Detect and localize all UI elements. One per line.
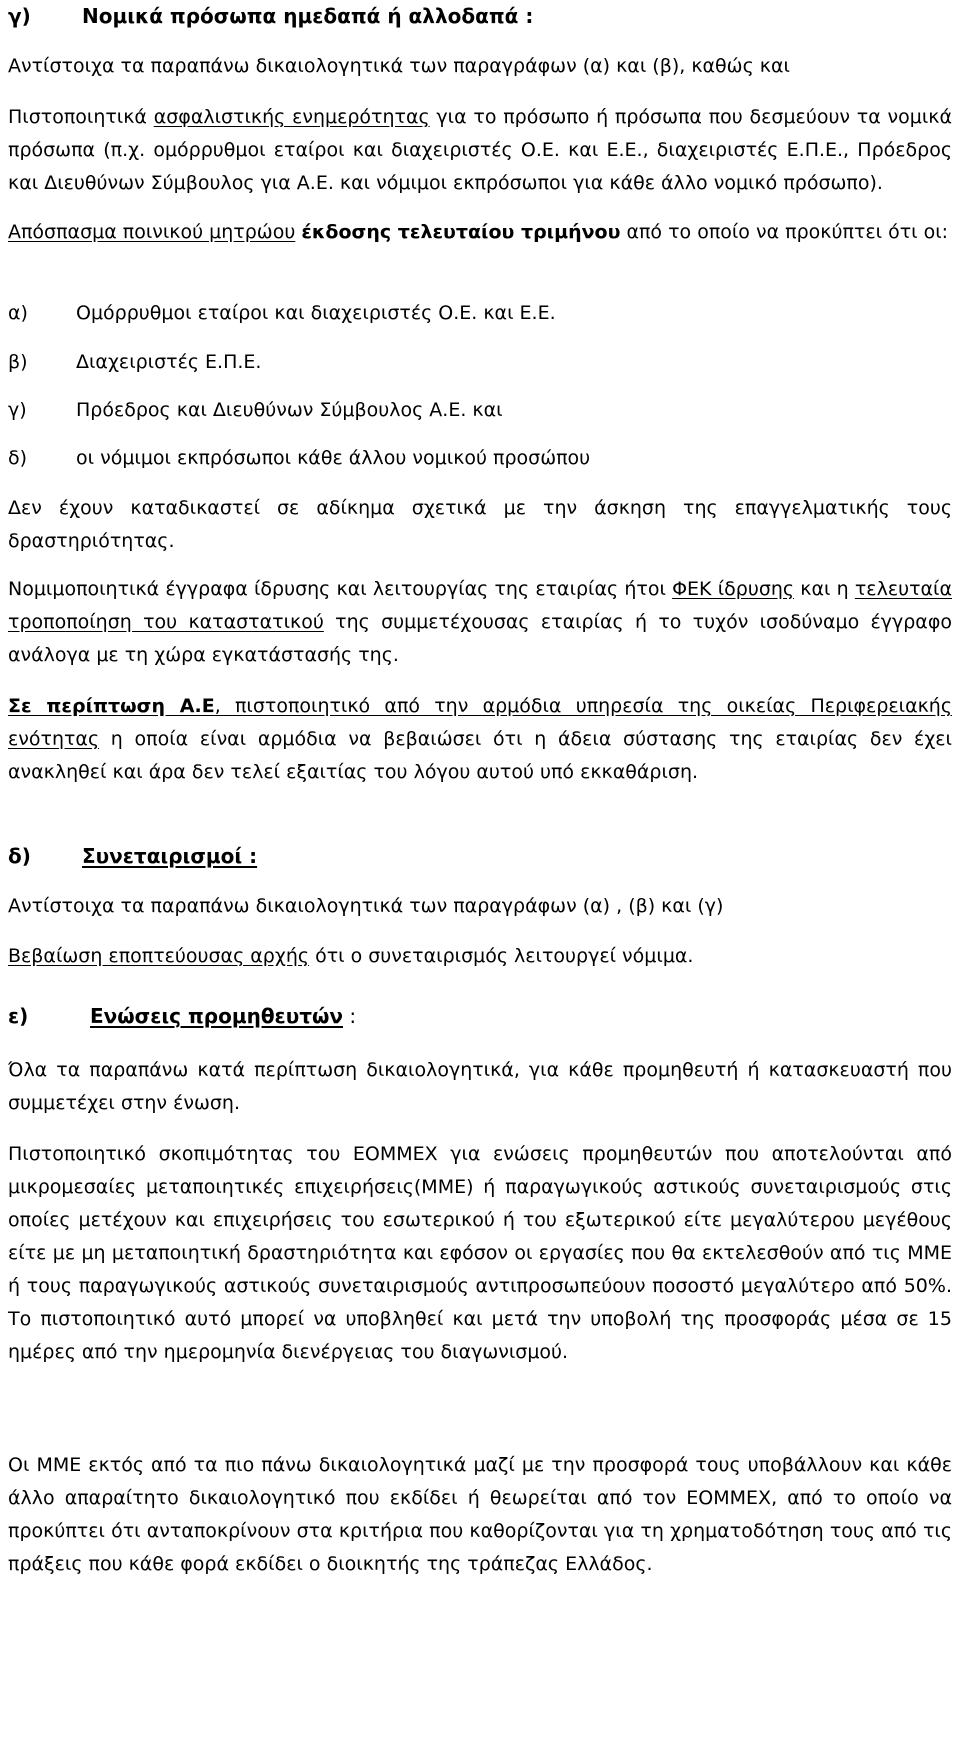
section-e-title: Ενώσεις προμηθευτών — [90, 1004, 343, 1028]
list-item-label: α) — [8, 302, 28, 324]
legal-documents-paragraph — [8, 573, 952, 672]
list-item-text: Ομόρρυθμοι εταίροι και διαχειριστές Ο.Ε. και Ε.Ε. — [76, 302, 556, 324]
supervisory-paragraph — [8, 940, 952, 973]
supervisory-term: Βεβαίωση εποπτεύουσας αρχής — [8, 945, 310, 967]
list-item-label: β) — [8, 351, 28, 373]
legal-documents-lead: Νομιμοποιητικά έγγραφα ίδρυσης και λειτουργίας της εταιρίας ήτοι — [8, 578, 673, 600]
list-item-label: δ) — [8, 447, 28, 469]
section-e-heading — [8, 1000, 952, 1033]
section-e-label: ε) — [8, 1004, 29, 1028]
section-g-insurance-paragraph — [8, 101, 952, 200]
section-g-heading — [8, 0, 952, 33]
criminal-record-rest: από το οποίο να προκύπτει ότι οι: — [620, 221, 949, 243]
eommex-certificate-paragraph: Πιστοποιητικό σκοπιμότητας του ΕΟΜΜΕΧ για ενώσεις προμηθευτών που αποτελούνται από μικρομεσαίες μεταποιητικές επιχειρήσεις(ΜΜΕ) ή παραγωγικούς αστικούς συνεταιρισμούς στις οποίες μετέχουν και επιχειρήσεις του εσωτερικού ή του εξωτερικού είτε μεγαλύτερου μεγέθους είτε με μη μεταποιητική δραστηριότητα και εφόσον οι εργασίες που θα εκτελεσθούν από τις ΜΜΕ ή τους παραγωγικούς αστικούς συνεταιρισμούς αντιπροσωπεύουν ποσοστό μεγαλύτερο από 50%. Το πιστοποιητικό αυτό μπορεί να υποβληθεί και μετά την υποβολή της προσφοράς μέσα σε 15 ημέρες από την ημερομηνία διενέργειας του διαγωνισμού. — [8, 1143, 952, 1363]
sa-case-underlined: , πιστοποιητικό από την αρμόδια υπηρεσία της οικείας Περιφερειακής ενότητας — [8, 695, 953, 750]
sa-case-rest: η οποία είναι αρμόδια να βεβαιώσει ότι η άδεια σύστασης της εταιρίας δεν έχει ανακληθεί και άρα δεν τελεί εξαιτίας του λόγου αυτού υπό εκκαθάριση. — [8, 728, 952, 783]
insurance-term: ασφαλιστικής ενημερότητας — [153, 106, 430, 128]
list-item — [8, 297, 952, 330]
sa-case-paragraph — [8, 690, 952, 789]
legal-documents-mid: και η — [794, 578, 855, 600]
list-item-label: γ) — [8, 399, 27, 421]
section-e-title-suffix: : — [342, 1004, 357, 1028]
supervisory-rest: ότι ο συνεταιρισμός λειτουργεί νόμιμα. — [309, 945, 694, 967]
list-item — [8, 346, 952, 379]
insurance-rest: για το πρόσωπο ή πρόσωπα που δεσμεύουν τα νομικά πρόσωπα (π.χ. ομόρρυθμοι εταίροι και διαχειριστές Ο.Ε. και Ε.Ε., διαχειριστές Ε.Π.Ε., Πρόεδρος και Διευθύνων Σύμβουλος για Α.Ε. και νόμιμοι εκπρόσωποι για κάθε άλλο νομικό πρόσωπο). — [8, 106, 953, 194]
fek-term: ΦΕΚ ίδρυσης — [672, 578, 795, 600]
list-item — [8, 442, 952, 475]
section-g-label: γ) — [8, 4, 31, 28]
insurance-lead: Πιστοποιητικά — [8, 106, 154, 128]
list-item-text: Διαχειριστές Ε.Π.Ε. — [76, 351, 262, 373]
list-item-text: οι νόμιμοι εκπρόσωποι κάθε άλλου νομικού προσώπου — [76, 447, 591, 469]
list-item-text: Πρόεδρος και Διευθύνων Σύμβουλος Α.Ε. και — [76, 399, 503, 421]
criminal-record-bold: έκδοσης τελευταίου τριμήνου — [301, 221, 621, 243]
amendment-term: τελευταία τροποποίηση του καταστατικού — [8, 578, 952, 633]
section-d-title: Συνεταιρισμοί : — [82, 844, 258, 868]
criminal-record-paragraph — [8, 216, 952, 249]
sa-case-bold: Σε περίπτωση Α.Ε — [8, 695, 215, 717]
legal-documents-rest: της συμμετέχουσας εταιρίας ή το τυχόν ισοδύναμο έγγραφο ανάλογα με τη χώρα εγκατάστασής της. — [8, 611, 952, 666]
section-d-intro: Αντίστοιχα τα παραπάνω δικαιολογητικά των παραγράφων (α) , (β) και (γ) — [8, 895, 724, 917]
sme-paragraph: Οι ΜΜΕ εκτός από τα πιο πάνω δικαιολογητικά μαζί με την προσφορά τους υποβάλλουν και κάθε άλλο απαραίτητο δικαιολογητικό που εκδίδει ή θεωρείται από τον ΕΟΜΜΕΧ, από το οποίο να προκύπτει ότι ανταποκρίνουν στα κριτήρια που καθορίζονται για τη χρηματοδότηση τους από τις πράξεις που κάθε φορά εκδίδει ο διοικητής της τράπεζας Ελλάδος. — [8, 1454, 952, 1575]
section-e-intro: Όλα τα παραπάνω κατά περίπτωση δικαιολογητικά, για κάθε προμηθευτή ή κατασκευαστή που συμμετέχει στην ένωση. — [8, 1059, 952, 1114]
criminal-record-term: Απόσπασμα ποινικού μητρώου — [8, 221, 296, 243]
section-d-label: δ) — [8, 844, 31, 868]
section-g-title: Νομικά πρόσωπα ημεδαπά ή αλλοδαπά : — [82, 4, 534, 28]
section-d-heading — [8, 840, 952, 873]
section-g-intro: Αντίστοιχα τα παραπάνω δικαιολογητικά των παραγράφων (α) και (β), καθώς και — [8, 55, 790, 77]
no-conviction-paragraph: Δεν έχουν καταδικαστεί σε αδίκημα σχετικά με την άσκηση της επαγγελματικής τους δραστηριότητας. — [8, 497, 952, 552]
list-item — [8, 394, 952, 427]
